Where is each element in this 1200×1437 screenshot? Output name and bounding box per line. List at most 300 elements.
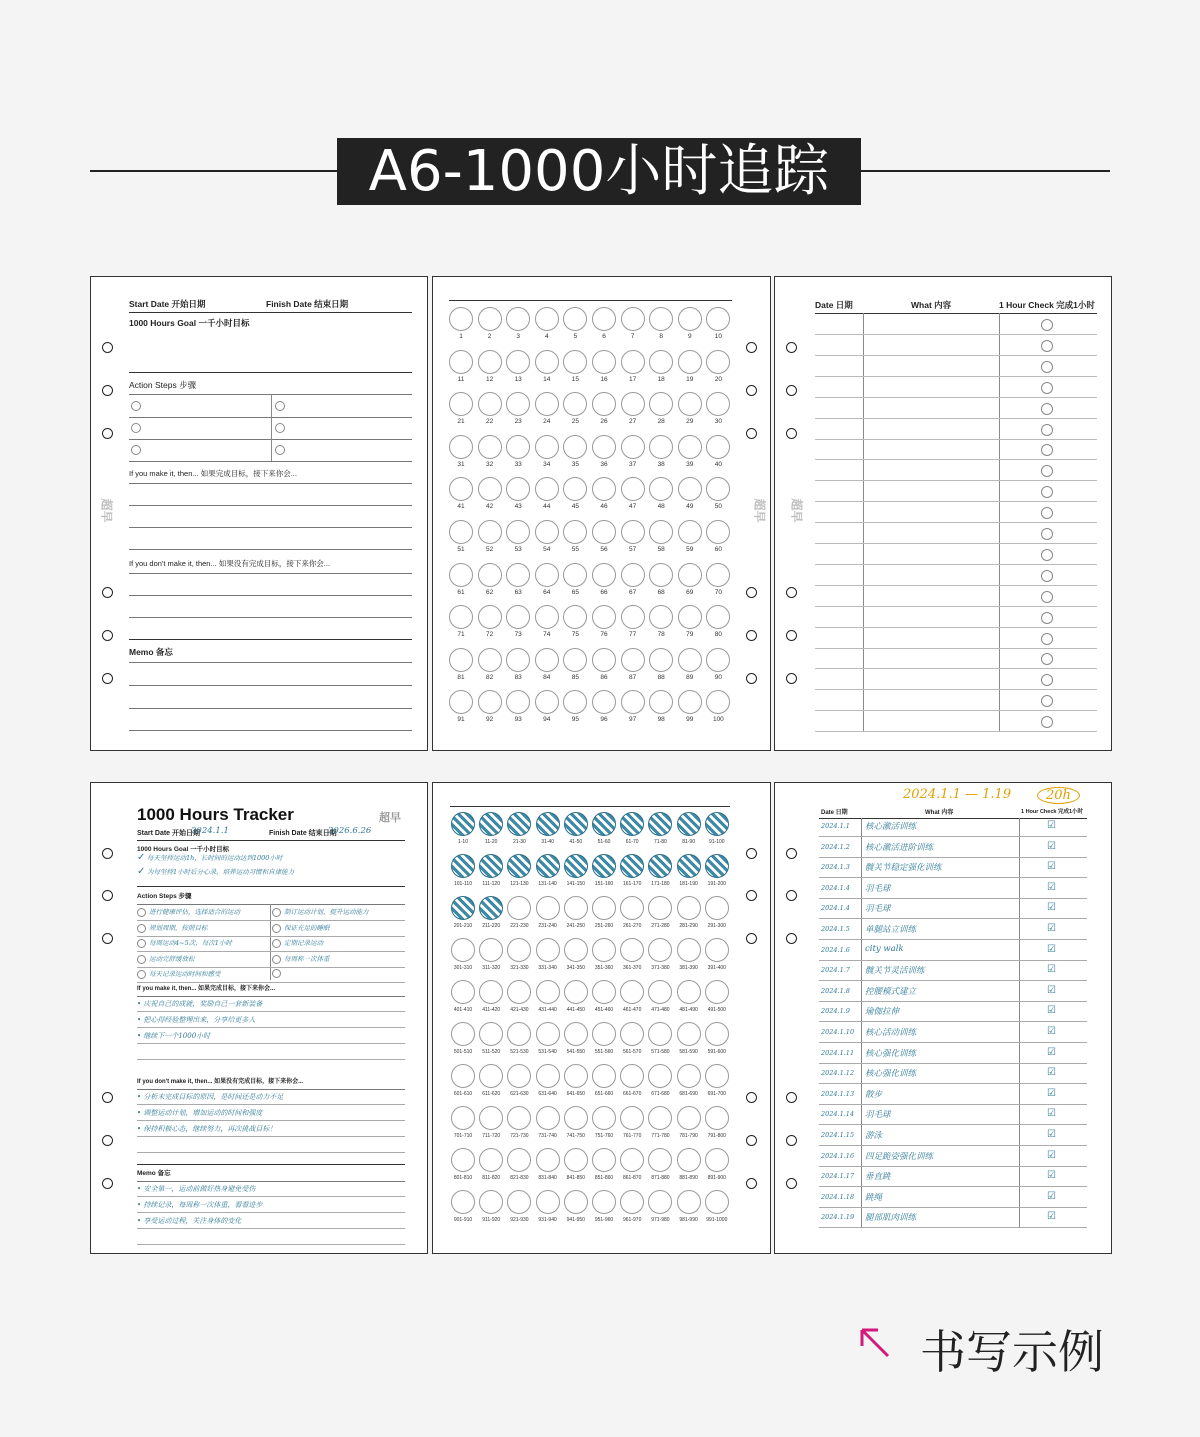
log-date: 2024.1.6 [821, 945, 850, 954]
hour-circle[interactable] [592, 1148, 616, 1172]
hour-circle[interactable] [621, 307, 645, 331]
hour-circle[interactable] [706, 435, 730, 459]
hour-circle[interactable] [678, 563, 702, 587]
hour-circle[interactable] [535, 690, 559, 714]
hour-circle[interactable] [649, 563, 673, 587]
hour-circle[interactable] [620, 1064, 644, 1088]
hour-circle[interactable] [592, 435, 616, 459]
step-checkbox[interactable] [272, 924, 281, 933]
hour-circle[interactable] [536, 1106, 560, 1130]
hour-circle[interactable] [706, 605, 730, 629]
hour-circle[interactable] [592, 690, 616, 714]
hour-circle[interactable] [592, 307, 616, 331]
hour-circle[interactable] [678, 392, 702, 416]
hour-circle[interactable] [592, 1190, 616, 1214]
hour-circle[interactable] [449, 648, 473, 672]
notmake-rule [129, 617, 412, 618]
hour-circle[interactable] [649, 648, 673, 672]
hour-circle[interactable] [506, 605, 530, 629]
hour-check-icon[interactable]: ☑ [1047, 881, 1056, 893]
hour-circle-filled[interactable] [677, 812, 701, 836]
log-date: 2024.1.12 [821, 1069, 855, 1078]
hour-circle[interactable] [563, 477, 587, 501]
hour-circle[interactable] [479, 1106, 503, 1130]
hour-circle[interactable] [449, 690, 473, 714]
hour-circle[interactable] [478, 520, 502, 544]
hour-range-label: 651-660 [594, 1091, 614, 1097]
log-row-rule [819, 1083, 1087, 1084]
step-checkbox[interactable] [272, 939, 281, 948]
hour-circle[interactable] [592, 938, 616, 962]
hour-circle[interactable] [449, 605, 473, 629]
hour-circle[interactable] [535, 520, 559, 544]
hour-circle-filled[interactable] [592, 812, 616, 836]
hour-circle[interactable] [506, 392, 530, 416]
hour-circle[interactable] [506, 307, 530, 331]
hour-circle[interactable] [705, 938, 729, 962]
hour-check-icon[interactable]: ☑ [1047, 840, 1056, 852]
hour-check-icon[interactable]: ☑ [1047, 1129, 1056, 1140]
hour-circle[interactable] [677, 1064, 701, 1088]
binder-hole [746, 890, 757, 901]
hour-circle[interactable] [507, 938, 531, 962]
hour-circle[interactable] [677, 1190, 701, 1214]
hour-circle[interactable] [536, 1190, 560, 1214]
hour-circle[interactable] [592, 648, 616, 672]
step-checkbox[interactable] [137, 955, 146, 964]
hour-number: 74 [543, 631, 551, 639]
hour-circle-filled[interactable] [592, 854, 616, 878]
hour-circle[interactable] [620, 896, 644, 920]
hour-circle[interactable] [678, 648, 702, 672]
hour-circle[interactable] [563, 605, 587, 629]
hour-circle[interactable] [563, 520, 587, 544]
hour-circle[interactable] [649, 392, 673, 416]
hour-circle[interactable] [620, 1022, 644, 1046]
hour-circle[interactable] [479, 1022, 503, 1046]
hour-check-circle[interactable] [1041, 403, 1053, 415]
hour-circle[interactable] [449, 435, 473, 459]
hour-circle[interactable] [705, 1022, 729, 1046]
hour-circle[interactable] [677, 1106, 701, 1130]
hour-circle[interactable] [621, 648, 645, 672]
hour-circle[interactable] [563, 392, 587, 416]
hour-circle[interactable] [535, 392, 559, 416]
hour-circle[interactable] [535, 307, 559, 331]
hour-circle[interactable] [592, 1106, 616, 1130]
hour-circle[interactable] [536, 896, 560, 920]
hour-circle[interactable] [621, 520, 645, 544]
hour-circle[interactable] [678, 307, 702, 331]
steps-divider [270, 904, 271, 980]
hour-circle[interactable] [449, 520, 473, 544]
hour-check-circle[interactable] [1041, 528, 1053, 540]
hour-circle[interactable] [478, 350, 502, 374]
rule [137, 1027, 405, 1028]
hour-circle[interactable] [564, 1064, 588, 1088]
steps-rule [137, 920, 405, 921]
hour-circle[interactable] [536, 1148, 560, 1172]
hour-circle[interactable] [620, 1190, 644, 1214]
hour-circle[interactable] [479, 1064, 503, 1088]
hour-circle[interactable] [706, 690, 730, 714]
hour-circle-filled[interactable] [620, 854, 644, 878]
hour-circle[interactable] [621, 392, 645, 416]
hour-check-circle[interactable] [1041, 444, 1053, 456]
hour-circle[interactable] [620, 938, 644, 962]
hour-circle[interactable] [621, 435, 645, 459]
hour-circle-filled[interactable] [451, 854, 475, 878]
hour-check-circle[interactable] [1041, 486, 1053, 498]
hour-check-circle[interactable] [1041, 465, 1053, 477]
hour-circle[interactable] [564, 980, 588, 1004]
action-steps-label: Action Steps 步骤 [137, 893, 192, 900]
hour-circle[interactable] [449, 563, 473, 587]
hour-circle[interactable] [621, 477, 645, 501]
hour-circle-filled[interactable] [648, 854, 672, 878]
hour-circle[interactable] [677, 980, 701, 1004]
hour-circle[interactable] [649, 435, 673, 459]
hour-circle[interactable] [592, 605, 616, 629]
hour-circle[interactable] [677, 1148, 701, 1172]
step-checkbox[interactable] [131, 445, 141, 455]
log-row-rule [815, 376, 1097, 377]
hour-circle[interactable] [592, 980, 616, 1004]
hour-circle[interactable] [563, 563, 587, 587]
hour-check-circle[interactable] [1041, 570, 1053, 582]
log-date: 2024.1.14 [821, 1110, 855, 1119]
binder-hole [102, 630, 113, 641]
hour-circle[interactable] [648, 1022, 672, 1046]
hour-circle[interactable] [705, 1190, 729, 1214]
hour-range-label: 681-690 [679, 1091, 698, 1097]
hour-circle[interactable] [592, 477, 616, 501]
hour-circle[interactable] [535, 350, 559, 374]
step-text: 规划周期，按照目标 [149, 923, 208, 932]
hour-circle[interactable] [706, 520, 730, 544]
hour-range-label: 371-380 [651, 965, 670, 971]
hour-circle[interactable] [677, 938, 701, 962]
step-checkbox[interactable] [275, 401, 285, 411]
goal-check-icon: ✓ [137, 866, 146, 877]
hour-circle[interactable] [536, 1064, 560, 1088]
hour-circle[interactable] [648, 1064, 672, 1088]
hour-circle[interactable] [705, 1064, 729, 1088]
hour-circle-filled[interactable] [479, 854, 503, 878]
hour-circle[interactable] [706, 307, 730, 331]
hour-circle[interactable] [478, 477, 502, 501]
hour-circle[interactable] [506, 690, 530, 714]
steps-rule-4 [129, 461, 412, 462]
hour-circle[interactable] [507, 1022, 531, 1046]
hour-circle[interactable] [705, 896, 729, 920]
hour-circle[interactable] [620, 980, 644, 1004]
hour-circle[interactable] [506, 477, 530, 501]
hour-check-circle[interactable] [1041, 633, 1053, 645]
hour-check-icon[interactable]: ☑ [1047, 1108, 1056, 1120]
hour-circle-filled[interactable] [564, 812, 588, 836]
hour-circle[interactable] [479, 938, 503, 962]
hour-circle-filled[interactable] [507, 812, 531, 836]
hour-number: 90 [714, 673, 722, 681]
hour-circle[interactable] [678, 477, 702, 501]
hour-check-icon[interactable]: ☑ [1047, 861, 1056, 873]
hour-circle[interactable] [451, 980, 475, 1004]
page-title: A6-1000小时追踪 [337, 138, 861, 205]
step-checkbox[interactable] [137, 970, 146, 979]
hour-circle[interactable] [621, 563, 645, 587]
hour-circle[interactable] [678, 605, 702, 629]
step-checkbox[interactable] [131, 423, 141, 433]
hour-check-icon[interactable]: ☑ [1047, 1211, 1056, 1223]
step-checkbox[interactable] [137, 939, 146, 948]
hour-check-icon[interactable]: ☑ [1047, 1005, 1056, 1017]
hour-circle[interactable] [535, 435, 559, 459]
hour-circle[interactable] [592, 520, 616, 544]
hour-circle[interactable] [451, 1064, 475, 1088]
hour-circle[interactable] [621, 690, 645, 714]
hour-circle[interactable] [451, 938, 475, 962]
hour-circle[interactable] [478, 307, 502, 331]
hour-range-label: 611-620 [482, 1091, 501, 1097]
hour-circle-filled[interactable] [705, 812, 729, 836]
hour-range-label: 721-730 [510, 1133, 529, 1139]
hour-check-circle[interactable] [1041, 340, 1053, 352]
log-activity: 四足跪姿强化训练 [865, 1151, 934, 1162]
hour-circle[interactable] [564, 1190, 588, 1214]
hour-check-circle[interactable] [1041, 612, 1053, 624]
hour-circle-filled[interactable] [479, 812, 503, 836]
hour-circle[interactable] [706, 648, 730, 672]
hour-circle[interactable] [678, 690, 702, 714]
hour-range-label: 841-850 [566, 1175, 585, 1181]
hour-circle[interactable] [478, 648, 502, 672]
hour-check-circle[interactable] [1041, 549, 1053, 561]
hour-circle[interactable] [563, 648, 587, 672]
hour-circle[interactable] [592, 1064, 616, 1088]
hour-range-label: 971-980 [651, 1217, 670, 1223]
hour-circle[interactable] [507, 1064, 531, 1088]
hour-circle[interactable] [507, 980, 531, 1004]
hour-circle[interactable] [592, 896, 616, 920]
hour-check-circle[interactable] [1041, 319, 1053, 331]
hour-circle[interactable] [536, 980, 560, 1004]
hour-circle[interactable] [451, 1106, 475, 1130]
hour-circle[interactable] [449, 392, 473, 416]
hour-check-icon[interactable]: ☑ [1047, 1046, 1056, 1058]
hour-circle[interactable] [621, 605, 645, 629]
hour-number: 31 [457, 460, 465, 468]
hour-circle[interactable] [564, 896, 588, 920]
hour-check-circle[interactable] [1041, 695, 1053, 707]
hour-circle[interactable] [649, 690, 673, 714]
hour-circle[interactable] [648, 896, 672, 920]
hour-number: 81 [457, 673, 465, 681]
hour-circle-filled[interactable] [648, 812, 672, 836]
hour-circle[interactable] [479, 980, 503, 1004]
hour-check-icon[interactable]: ☑ [1047, 1190, 1056, 1202]
step-checkbox[interactable] [272, 908, 281, 917]
hour-circle[interactable] [563, 435, 587, 459]
hour-range-label: 151-160 [594, 881, 614, 887]
hour-check-icon[interactable]: ☑ [1047, 820, 1056, 831]
hour-circle[interactable] [564, 1106, 588, 1130]
hour-check-circle[interactable] [1041, 591, 1053, 603]
hour-circle[interactable] [506, 648, 530, 672]
hour-circle[interactable] [706, 563, 730, 587]
log-row-rule [815, 627, 1097, 628]
hour-circle[interactable] [451, 1148, 475, 1172]
hour-circle[interactable] [507, 1148, 531, 1172]
hour-circle[interactable] [506, 520, 530, 544]
hour-circle[interactable] [506, 350, 530, 374]
hour-circle[interactable] [648, 1106, 672, 1130]
hour-circle-filled[interactable] [620, 812, 644, 836]
hour-circle[interactable] [620, 1106, 644, 1130]
step-checkbox[interactable] [137, 908, 146, 917]
hour-circle-filled[interactable] [677, 854, 701, 878]
hour-number: 2 [487, 333, 492, 340]
hour-check-icon[interactable]: ☑ [1047, 984, 1056, 996]
hour-circle[interactable] [563, 350, 587, 374]
hour-circle[interactable] [564, 1148, 588, 1172]
hour-circle[interactable] [478, 690, 502, 714]
hour-circle[interactable] [563, 307, 587, 331]
step-text: 每周运动4~5次，每次1小时 [149, 939, 232, 947]
hour-circle[interactable] [564, 938, 588, 962]
hour-check-circle[interactable] [1041, 653, 1053, 665]
log-date: 2024.1.3 [821, 863, 850, 872]
hour-circle-filled[interactable] [536, 812, 560, 836]
hour-circle[interactable] [478, 605, 502, 629]
hour-circle[interactable] [677, 896, 701, 920]
hour-circle[interactable] [536, 1022, 560, 1046]
hour-circle[interactable] [706, 477, 730, 501]
hour-circle[interactable] [677, 1022, 701, 1046]
hour-circle[interactable] [678, 520, 702, 544]
hour-circle[interactable] [451, 1190, 475, 1214]
hour-check-icon[interactable]: ☑ [1047, 1067, 1056, 1079]
hour-circle[interactable] [535, 477, 559, 501]
hour-number: 33 [514, 460, 522, 468]
hour-circle-filled[interactable] [564, 854, 588, 878]
step-checkbox[interactable] [272, 969, 281, 978]
hour-circle-filled[interactable] [451, 812, 475, 836]
step-checkbox[interactable] [137, 924, 146, 933]
log-activity: city walk [865, 943, 904, 954]
hour-check-icon[interactable]: ☑ [1047, 943, 1056, 955]
hour-circle[interactable] [592, 563, 616, 587]
log-date: 2024.1.18 [821, 1192, 855, 1201]
hour-circle[interactable] [478, 563, 502, 587]
hour-circle[interactable] [705, 1148, 729, 1172]
hour-circle[interactable] [649, 520, 673, 544]
hour-check-circle[interactable] [1041, 716, 1053, 728]
hour-circle[interactable] [506, 563, 530, 587]
hour-circle[interactable] [451, 1022, 475, 1046]
hour-circle[interactable] [535, 648, 559, 672]
hour-check-circle[interactable] [1041, 424, 1053, 436]
hour-circle-filled[interactable] [451, 896, 475, 920]
hour-check-icon[interactable]: ☑ [1047, 1026, 1056, 1037]
step-checkbox[interactable] [275, 423, 285, 433]
hour-number: 51 [457, 546, 465, 553]
hour-circle-filled[interactable] [536, 854, 560, 878]
hour-check-icon[interactable]: ☑ [1047, 923, 1056, 934]
hour-check-circle[interactable] [1041, 382, 1053, 394]
log-row-rule [819, 1021, 1087, 1022]
hour-circle[interactable] [478, 435, 502, 459]
log-activity: 羽毛球 [865, 904, 891, 915]
hour-circle[interactable] [478, 392, 502, 416]
hour-circle[interactable] [449, 307, 473, 331]
hour-check-circle[interactable] [1041, 674, 1053, 686]
hour-circle[interactable] [449, 350, 473, 374]
hour-circle[interactable] [705, 980, 729, 1004]
hour-check-icon[interactable]: ☑ [1047, 1149, 1056, 1161]
hour-circle[interactable] [649, 350, 673, 374]
hour-circle[interactable] [507, 1106, 531, 1130]
hour-circle[interactable] [649, 605, 673, 629]
hour-circle[interactable] [648, 980, 672, 1004]
hour-circle[interactable] [479, 1148, 503, 1172]
hour-circle[interactable] [648, 1190, 672, 1214]
hour-circle-filled[interactable] [479, 896, 503, 920]
hour-circle[interactable] [648, 1148, 672, 1172]
step-checkbox[interactable] [272, 955, 281, 964]
what-col-header: What 内容 [911, 300, 952, 310]
hour-circle[interactable] [592, 350, 616, 374]
hour-circle-filled[interactable] [507, 854, 531, 878]
hour-circle[interactable] [564, 1022, 588, 1046]
hour-circle[interactable] [649, 307, 673, 331]
hour-circle[interactable] [649, 477, 673, 501]
hour-circle-filled[interactable] [705, 854, 729, 878]
hour-circle[interactable] [449, 477, 473, 501]
hour-circle[interactable] [536, 938, 560, 962]
hour-circle[interactable] [479, 1190, 503, 1214]
hour-circle[interactable] [592, 1022, 616, 1046]
hour-circle[interactable] [507, 1190, 531, 1214]
hour-circle[interactable] [678, 435, 702, 459]
hour-check-icon[interactable]: ☑ [1047, 902, 1056, 914]
hour-circle[interactable] [706, 392, 730, 416]
hour-number: 94 [543, 716, 551, 724]
hour-circle[interactable] [621, 350, 645, 374]
hour-circle[interactable] [678, 350, 702, 374]
hour-check-circle[interactable] [1041, 361, 1053, 373]
hour-circle[interactable] [592, 392, 616, 416]
hour-circle[interactable] [535, 605, 559, 629]
hour-number: 85 [571, 673, 579, 681]
hour-check-circle[interactable] [1041, 507, 1053, 519]
hour-check-icon[interactable]: ☑ [1047, 964, 1056, 976]
hour-circle[interactable] [648, 938, 672, 962]
hour-circle[interactable] [535, 563, 559, 587]
hour-check-icon[interactable]: ☑ [1047, 1170, 1056, 1182]
hour-circle[interactable] [706, 350, 730, 374]
hour-circle[interactable] [563, 690, 587, 714]
hour-circle[interactable] [507, 896, 531, 920]
hour-circle[interactable] [705, 1106, 729, 1130]
hour-circle[interactable] [620, 1148, 644, 1172]
step-checkbox[interactable] [275, 445, 285, 455]
hour-number: 20 [714, 375, 722, 383]
hour-number: 49 [686, 503, 694, 511]
step-checkbox[interactable] [131, 401, 141, 411]
hour-check-icon[interactable]: ☑ [1047, 1087, 1056, 1099]
hour-circle[interactable] [506, 435, 530, 459]
